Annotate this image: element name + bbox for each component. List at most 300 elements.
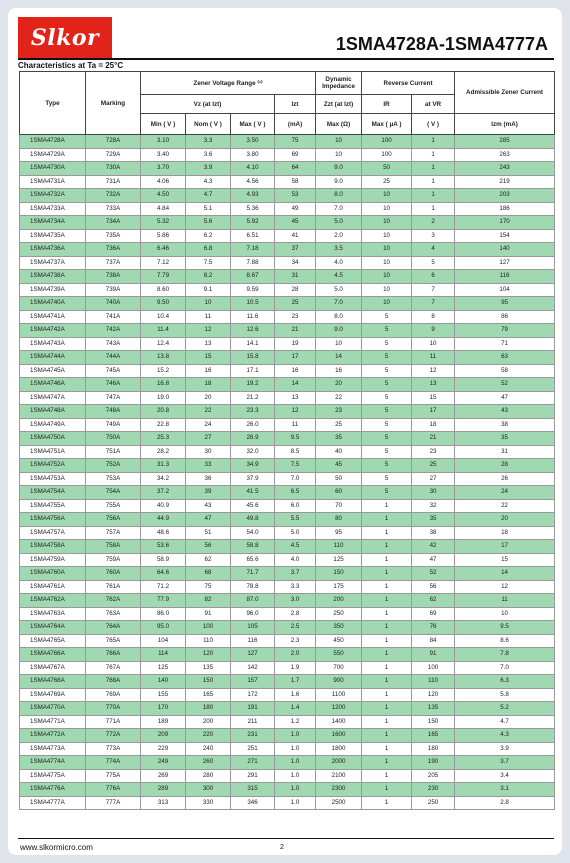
table-cell: 760A [86,567,141,581]
table-cell: 3.6 [186,148,231,162]
cell-type: 1SMA4764A [20,621,86,635]
table-cell: 7.79 [141,270,186,284]
table-cell: 10 [362,243,412,257]
table-cell: 41 [275,229,316,243]
table-cell: 1.0 [275,742,316,756]
table-cell: 6.5 [275,486,316,500]
table-cell: 154 [455,229,555,243]
table-cell: 45 [275,216,316,230]
table-cell: 7.0 [316,202,362,216]
table-cell: 5 [362,337,412,351]
table-cell: 5 [362,391,412,405]
table-cell: 4.7 [186,189,231,203]
col-dynamic-impedance: Dynamic Impedance [316,72,362,95]
table-cell: 10.4 [141,310,186,324]
table-cell: 24 [455,486,555,500]
table-cell: 7.0 [455,661,555,675]
table-cell: 42 [412,540,455,554]
cell-type: 1SMA4759A [20,553,86,567]
cell-type: 1SMA4733A [20,202,86,216]
table-cell: 22 [186,405,231,419]
table-cell: 125 [141,661,186,675]
table-cell: 5 [362,486,412,500]
table-cell: 5.8 [455,688,555,702]
table-cell: 3.5 [316,243,362,257]
table-cell: 5.32 [141,216,186,230]
table-cell: 7.0 [275,472,316,486]
table-cell: 186 [455,202,555,216]
cell-type: 1SMA4773A [20,742,86,756]
table-cell: 30 [186,445,231,459]
table-cell: 51 [186,526,231,540]
cell-type: 1SMA4768A [20,675,86,689]
table-cell: 58.9 [141,553,186,567]
table-cell: 52 [412,567,455,581]
table-row [20,297,555,311]
table-cell: 7 [412,283,455,297]
table-cell: 751A [86,445,141,459]
table-row [20,675,555,689]
col-reverse-current: Reverse Current [362,72,455,95]
table-cell: 744A [86,351,141,365]
table-cell: 68 [186,567,231,581]
table-cell: 120 [412,688,455,702]
table-row [20,162,555,176]
table-cell: 140 [455,243,555,257]
table-cell: 728A [86,135,141,149]
table-cell: 766A [86,648,141,662]
cell-type: 1SMA4740A [20,297,86,311]
table-cell: 95 [455,297,555,311]
cell-type: 1SMA4739A [20,283,86,297]
table-cell: 150 [186,675,231,689]
table-cell: 2.8 [455,796,555,810]
table-cell: 263 [455,148,555,162]
col-vz: Vz (at Izt) [141,95,275,114]
table-cell: 2000 [316,756,362,770]
table-cell: 71.2 [141,580,186,594]
table-cell: 7.8 [455,648,555,662]
table-cell: 56 [186,540,231,554]
table-cell: 9.0 [316,162,362,176]
cell-type: 1SMA4767A [20,661,86,675]
table-cell: 28.9 [231,432,275,446]
table-cell: 69 [275,148,316,162]
table-cell: 2.8 [275,607,316,621]
table-cell: 4 [412,243,455,257]
table-cell: 38 [412,526,455,540]
table-cell: 6.51 [231,229,275,243]
table-row [20,661,555,675]
table-cell: 13 [275,391,316,405]
table-cell: 4.7 [455,715,555,729]
table-cell: 1 [412,202,455,216]
table-cell: 330 [186,796,231,810]
cell-type: 1SMA4776A [20,783,86,797]
table-row [20,256,555,270]
table-cell: 4.50 [141,189,186,203]
table-cell: 35 [412,513,455,527]
table-cell: 20.8 [141,405,186,419]
table-cell: 60 [316,486,362,500]
table-row [20,486,555,500]
table-cell: 2.0 [316,229,362,243]
table-row [20,729,555,743]
table-row [20,175,555,189]
table-cell: 58 [275,175,316,189]
table-cell: 5 [412,256,455,270]
table-cell: 1.0 [275,769,316,783]
table-cell: 34.2 [141,472,186,486]
table-cell: 3.80 [231,148,275,162]
table-cell: 12 [455,580,555,594]
header-rule [18,58,554,60]
unit-ua: Max ( μA ) [362,114,412,135]
cell-type: 1SMA4742A [20,324,86,338]
cell-type: 1SMA4731A [20,175,86,189]
table-cell: 135 [186,661,231,675]
table-cell: 729A [86,148,141,162]
cell-type: 1SMA4753A [20,472,86,486]
cell-type: 1SMA4756A [20,513,86,527]
table-row [20,310,555,324]
table-cell: 20 [186,391,231,405]
table-cell: 733A [86,202,141,216]
table-cell: 10.5 [231,297,275,311]
table-cell: 22 [455,499,555,513]
table-cell: 6.46 [141,243,186,257]
table-cell: 78.8 [231,580,275,594]
logo-text: Slkor [30,24,100,51]
table-body [20,135,555,810]
table-cell: 69 [412,607,455,621]
table-cell: 1.4 [275,702,316,716]
col-zener-group: Zener Voltage Range ⁽¹⁾ [141,72,316,95]
table-cell: 18 [186,378,231,392]
unit-v: ( V ) [412,114,455,135]
table-row [20,337,555,351]
table-cell: 758A [86,540,141,554]
table-cell: 110 [186,634,231,648]
table-cell: 80 [316,513,362,527]
table-cell: 17 [275,351,316,365]
table-cell: 1 [362,607,412,621]
table-cell: 11 [186,310,231,324]
table-cell: 5 [362,472,412,486]
cell-type: 1SMA4752A [20,459,86,473]
table-cell: 5.86 [141,229,186,243]
unit-izm: Izm (mA) [455,114,555,135]
table-cell: 26 [455,472,555,486]
table-cell: 10 [362,202,412,216]
table-cell: 769A [86,688,141,702]
table-cell: 165 [412,729,455,743]
table-cell: 140 [141,675,186,689]
table-cell: 48.6 [141,526,186,540]
table-cell: 53.6 [141,540,186,554]
table-cell: 155 [141,688,186,702]
table-cell: 4.06 [141,175,186,189]
table-cell: 180 [186,702,231,716]
table-cell: 47 [455,391,555,405]
cell-type: 1SMA4775A [20,769,86,783]
table-cell: 21 [412,432,455,446]
table-cell: 180 [412,742,455,756]
table-cell: 1.0 [275,729,316,743]
table-cell: 7.5 [275,459,316,473]
table-cell: 285 [455,135,555,149]
table-row [20,445,555,459]
table-row [20,594,555,608]
table-cell: 6.0 [275,499,316,513]
table-row [20,364,555,378]
cell-type: 1SMA4729A [20,148,86,162]
table-cell: 3.7 [275,567,316,581]
cell-type: 1SMA4760A [20,567,86,581]
table-cell: 1100 [316,688,362,702]
cell-type: 1SMA4744A [20,351,86,365]
table-cell: 35 [316,432,362,446]
table-cell: 49.8 [231,513,275,527]
table-cell: 269 [141,769,186,783]
table-cell: 24 [186,418,231,432]
table-cell: 730A [86,162,141,176]
table-cell: 75 [186,580,231,594]
table-cell: 752A [86,459,141,473]
cell-type: 1SMA4748A [20,405,86,419]
table-cell: 5 [362,364,412,378]
table-cell: 743A [86,337,141,351]
table-cell: 10 [186,297,231,311]
table-cell: 14.1 [231,337,275,351]
table-cell: 91 [412,648,455,662]
table-cell: 7.18 [231,243,275,257]
table-cell: 32 [412,499,455,513]
table-cell: 5 [362,324,412,338]
table-cell: 40 [316,445,362,459]
table-cell: 104 [141,634,186,648]
table-row [20,391,555,405]
table-cell: 64 [275,162,316,176]
table-row [20,513,555,527]
table-cell: 172 [231,688,275,702]
table-cell: 219 [455,175,555,189]
table-cell: 20 [316,378,362,392]
table-cell: 2.5 [275,621,316,635]
table-cell: 114 [141,648,186,662]
table-cell: 9 [412,324,455,338]
table-cell: 71 [455,337,555,351]
footer-rule [18,838,554,839]
table-row [20,378,555,392]
table-cell: 740A [86,297,141,311]
table-cell: 3.1 [455,783,555,797]
table-cell: 75 [275,135,316,149]
table-cell: 230 [412,783,455,797]
table-cell: 9.0 [316,175,362,189]
cell-type: 1SMA4743A [20,337,86,351]
table-cell: 3.3 [186,135,231,149]
table-cell: 12.6 [231,324,275,338]
table-cell: 754A [86,486,141,500]
table-cell: 30 [412,486,455,500]
table-cell: 3.4 [455,769,555,783]
table-cell: 104 [455,283,555,297]
table-cell: 240 [186,742,231,756]
table-cell: 3.40 [141,148,186,162]
table-cell: 25 [412,459,455,473]
table-cell: 8.60 [141,283,186,297]
table-cell: 49 [275,202,316,216]
table-row [20,634,555,648]
table-cell: 10 [362,270,412,284]
table-cell: 755A [86,499,141,513]
table-cell: 742A [86,324,141,338]
table-cell: 1 [412,148,455,162]
table-cell: 76 [412,621,455,635]
table-cell: 5.0 [316,216,362,230]
unit-max: Max ( V ) [231,114,275,135]
table-cell: 768A [86,675,141,689]
cell-type: 1SMA4771A [20,715,86,729]
table-row [20,324,555,338]
cell-type: 1SMA4757A [20,526,86,540]
table-cell: 5 [362,378,412,392]
table-cell: 11 [455,594,555,608]
cell-type: 1SMA4730A [20,162,86,176]
table-cell: 1 [362,499,412,513]
table-cell: 1.9 [275,661,316,675]
table-cell: 747A [86,391,141,405]
table-cell: 21 [275,324,316,338]
table-cell: 105 [231,621,275,635]
table-cell: 1200 [316,702,362,716]
table-cell: 63 [455,351,555,365]
table-cell: 10 [362,216,412,230]
table-cell: 5.92 [231,216,275,230]
cell-type: 1SMA4751A [20,445,86,459]
table-cell: 32.0 [231,445,275,459]
cell-type: 1SMA4749A [20,418,86,432]
table-cell: 732A [86,189,141,203]
table-cell: 1 [362,513,412,527]
table-cell: 4.3 [455,729,555,743]
table-cell: 127 [231,648,275,662]
table-cell: 50 [316,472,362,486]
table-row [20,243,555,257]
table-cell: 10 [362,189,412,203]
table-cell: 737A [86,256,141,270]
table-cell: 11 [412,351,455,365]
table-cell: 33 [186,459,231,473]
table-cell: 11.4 [141,324,186,338]
table-cell: 280 [186,769,231,783]
table-cell: 2.0 [275,648,316,662]
table-cell: 37.2 [141,486,186,500]
table-cell: 1 [362,634,412,648]
table-cell: 211 [231,715,275,729]
table-cell: 4.84 [141,202,186,216]
table-cell: 739A [86,283,141,297]
cell-type: 1SMA4761A [20,580,86,594]
table-cell: 3.10 [141,135,186,149]
table-cell: 5 [362,459,412,473]
cell-type: 1SMA4746A [20,378,86,392]
table-cell: 34.9 [231,459,275,473]
table-cell: 116 [231,634,275,648]
table-cell: 203 [455,189,555,203]
table-cell: 15.8 [231,351,275,365]
table-cell: 3.70 [141,162,186,176]
table-cell: 2 [412,216,455,230]
table-row [20,418,555,432]
table-cell: 79 [455,324,555,338]
table-cell: 15 [412,391,455,405]
table-cell: 5 [362,351,412,365]
table-cell: 220 [186,729,231,743]
table-cell: 64.6 [141,567,186,581]
footer-url: www.slkormicro.com [20,843,93,852]
page-number: 2 [280,844,284,851]
table-row [20,553,555,567]
table-cell: 7.88 [231,256,275,270]
table-cell: 291 [231,769,275,783]
table-cell: 86 [455,310,555,324]
page-title: 1SMA4728A-1SMA4777A [335,34,548,54]
cell-type: 1SMA4745A [20,364,86,378]
table-cell: 1 [362,688,412,702]
cell-type: 1SMA4750A [20,432,86,446]
table-cell: 5.5 [275,513,316,527]
table-cell: 8.6 [455,634,555,648]
table-cell: 775A [86,769,141,783]
table-cell: 27 [186,432,231,446]
table-cell: 15 [186,351,231,365]
table-row [20,405,555,419]
table-cell: 8.67 [231,270,275,284]
col-zzt: Zzt (at Izt) [316,95,362,114]
table-cell: 1 [362,580,412,594]
table-row [20,526,555,540]
table-cell: 313 [141,796,186,810]
table-cell: 56 [412,580,455,594]
table-cell: 735A [86,229,141,243]
table-cell: 8.0 [316,189,362,203]
table-cell: 1 [362,742,412,756]
table-cell: 31 [275,270,316,284]
table-row [20,540,555,554]
table-cell: 773A [86,742,141,756]
table-cell: 1 [412,175,455,189]
table-cell: 3.50 [231,135,275,149]
table-row [20,702,555,716]
table-cell: 20 [455,513,555,527]
table-cell: 3.3 [275,580,316,594]
table-cell: 748A [86,405,141,419]
table-cell: 1 [362,567,412,581]
table-cell: 191 [231,702,275,716]
table-cell: 762A [86,594,141,608]
table-cell: 25 [362,175,412,189]
table-cell: 1.2 [275,715,316,729]
table-cell: 1 [362,729,412,743]
table-row [20,688,555,702]
table-cell: 17.1 [231,364,275,378]
table-cell: 746A [86,378,141,392]
col-admissible: Admissible Zener Current [455,72,555,114]
table-cell: 10 [316,337,362,351]
table-cell: 5 [362,310,412,324]
